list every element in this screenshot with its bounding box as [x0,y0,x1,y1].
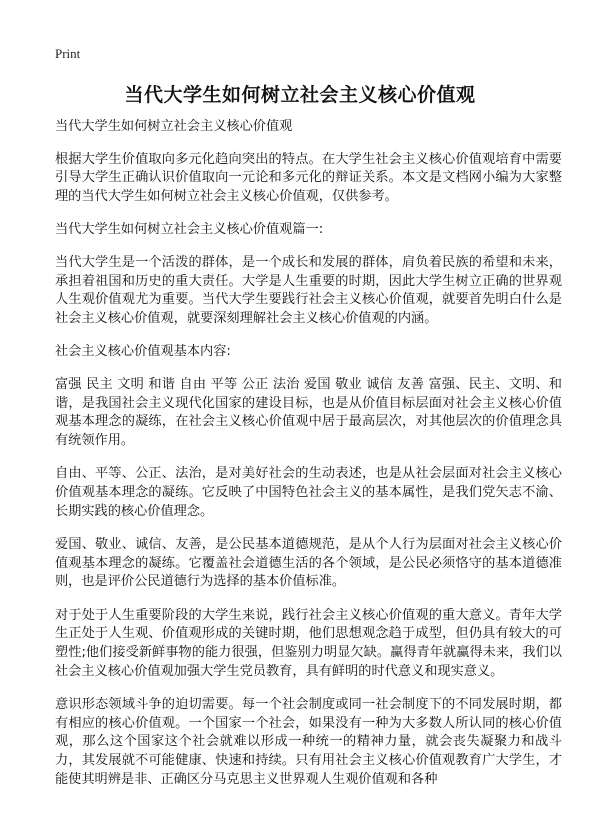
paragraph: 对于处于人生重要阶段的大学生来说，践行社会主义核心价值观的重大意义。青年大学生正处于人生观、价值观形成的关键时期，他们思想观念趋于成型，但仍具有较大的可塑性;他们接受新鲜事物的能力很强，但鉴别力明显欠缺。赢得青年就赢得未来，我们以社会主义核心价值观加强大学生党员教育，具有鲜明的时代意义和现实意义。 [55,607,562,679]
article-body [55,118,562,804]
paragraph: 当代大学生如何树立社会主义核心价值观 [55,119,293,134]
page-title: 当代大学生如何树立社会主义核心价值观 [124,84,476,106]
paragraph: 当代大学生如何树立社会主义核心价值观篇一: [55,222,324,238]
paragraph: 富强 民主 文明 和谐 自由 平等 公正 法治 爱国 敬业 诚信 友善 富强、民主、文明、和谐，是我国社会主义现代化国家的建设目标，也是从价值目标层面对社会主义核心价值观基本理念的凝练，在社会主义核心价值观中居于最高层次，对其他层次的价值理念具有统领作用。 [55,376,562,448]
print-link[interactable]: Print [55,46,81,61]
paragraph: 当代大学生是一个活泼的群体，是一个成长和发展的群体，肩负着民族的希望和未来，承担着祖国和历史的重大责任。大学是人生重要的时期，因此大学生树立正确的世界观人生观价值观尤为重要。当代大学生要践行社会主义核心价值观，就要首先明白什么是社会主义核心价值观，就要深刻理解社会主义核心价值观的内涵。 [55,254,562,326]
paragraph: 社会主义核心价值观基本内容: [55,344,231,360]
paragraph: 意识形态领域斗争的迫切需要。每一个社会制度或同一社会制度下的不同发展时期，都有相应的核心价值观。一个国家一个社会，如果没有一种为大多数人所认同的核心价值观，那么这个国家这个社会就难以形成一种统一的精神力量，就会丧失凝聚力和战斗力，其发展就不可能健康、快速和持续。只有用社会主义核心价值观教育广大学生，才能使其明辨是非、正确区分马克思主义世界观人生观价值观和各种 [55,697,562,787]
paragraph: 自由、平等、公正、法治，是对美好社会的生动表述，也是从社会层面对社会主义核心价值观基本理念的凝练。它反映了中国特色社会主义的基本属性，是我们党矢志不渝、长期实践的核心价值理念。 [55,466,562,519]
paragraph: 根据大学生价值取向多元化趋向突出的特点。在大学生社会主义核心价值观培育中需要引导大学生正确认识价值取向一元论和多元化的辩证关系。本文是文档网小编为大家整理的当代大学生如何树立社会主义核心价值观，仅供参考。 [55,151,562,204]
paragraph: 爱国、敬业、诚信、友善，是公民基本道德规范，是从个人行为层面对社会主义核心价值观基本理念的凝练。它覆盖社会道德生活的各个领域，是公民必须恪守的基本道德准则，也是评价公民道德行为选择的基本价值标准。 [55,537,562,590]
